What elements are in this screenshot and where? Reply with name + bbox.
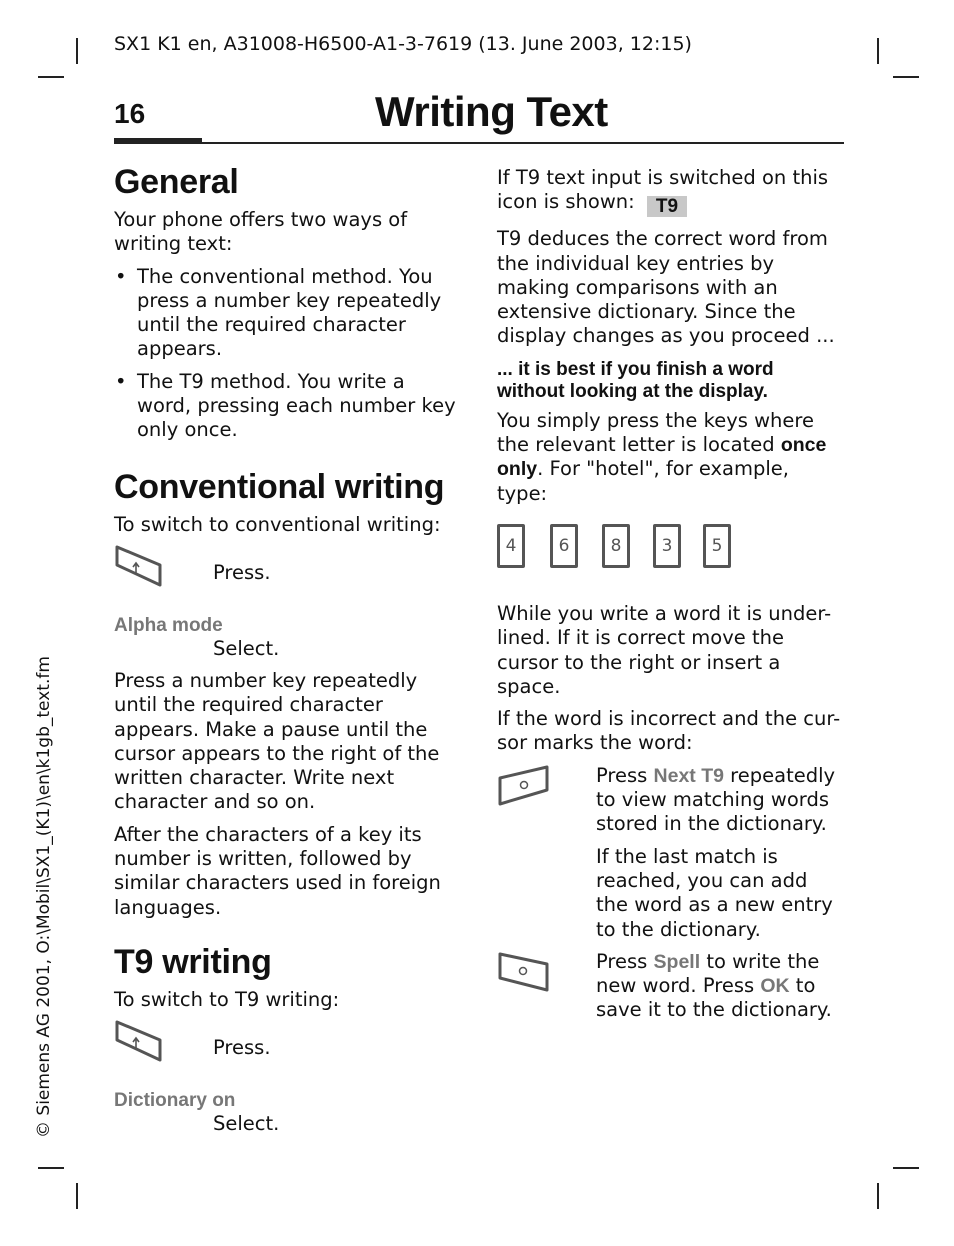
crop-mark (877, 1183, 879, 1209)
crop-mark (38, 1167, 64, 1169)
conventional-intro: To switch to conventional writing: (114, 512, 441, 536)
press-step (114, 1018, 459, 1078)
conventional-para-1: Press a number key repeatedly until the required character appears. Make a pause until the cursor appears to the right of the written character. Write next character and so on. (114, 668, 440, 814)
general-intro: Your phone offers two ways of writing text: (114, 208, 408, 256)
crop-mark (877, 38, 879, 64)
section-heading-conventional: Conventional writing (114, 467, 445, 506)
next-t9-post: repeatedly to view matching words stored in the dictionary. (596, 763, 836, 836)
spell-step (497, 950, 842, 1023)
page-title: Writing Text (375, 88, 608, 135)
press-label: Press. (213, 1036, 271, 1060)
once-only-text: You simply press the keys where the relevant letter is located (497, 408, 814, 457)
right-column (497, 166, 842, 1023)
softkey-spell: Spell (653, 950, 701, 973)
list-item: • The T9 method. You write a word, pressing each number key only once. (114, 370, 459, 443)
best-practice-note: ... it is best if you finish a word without looking at the display. (497, 358, 774, 402)
t9-icon-line (497, 166, 842, 217)
spell-text (596, 950, 842, 1023)
t9-icon-text: If T9 text input is switched on this icon is shown: (497, 166, 829, 214)
left-softkey-icon (114, 543, 166, 593)
list-item: • The conventional method. You press a number key repeatedly until the required character appears. (114, 265, 459, 362)
menu-item-dictionary-on: Dictionary on (114, 1090, 236, 1112)
number-key: 3 (653, 524, 681, 568)
spell-post: to save it to the dictionary. (596, 974, 832, 1022)
softkey-ok: OK (760, 975, 790, 998)
press-step (114, 543, 459, 603)
number-key: 4 (497, 524, 525, 568)
select-label: Select. (213, 636, 280, 660)
section-heading-general: General (114, 163, 239, 201)
next-t9-text (596, 764, 842, 837)
right-softkey-icon (497, 764, 551, 812)
next-t9-step (497, 764, 842, 942)
left-softkey-icon (114, 1018, 166, 1068)
left-column (114, 162, 459, 1136)
number-key: 8 (602, 524, 630, 568)
crop-mark (76, 38, 78, 64)
crop-mark (893, 76, 919, 78)
conventional-para-2: After the characters of a key its number is written, followed by similar characters used in foreign languages. (114, 822, 441, 919)
header-rule (114, 142, 844, 144)
once-only-emphasis: once only (497, 434, 827, 481)
key-sequence (497, 524, 842, 586)
underline-para: While you write a word it is under-lined. If it is correct move the cursor to the right or insert a space. (497, 601, 832, 698)
crop-mark (38, 76, 64, 78)
number-key: 5 (703, 524, 731, 568)
t9-intro: To switch to T9 writing: (114, 987, 340, 1011)
page-number: 16 (114, 98, 146, 129)
press-label: Press. (213, 560, 271, 584)
t9-indicator-icon: T9 (647, 196, 687, 217)
once-only-para (497, 409, 842, 506)
document-id: SX1 K1 en, A31008-H6500-A1-3-7619 (13. June 2003, 12:15) (114, 33, 692, 55)
select-label: Select. (213, 1112, 280, 1136)
spell-mid: to write the new word. Press (596, 949, 820, 998)
right-softkey-icon (497, 950, 551, 998)
method-list (114, 265, 459, 443)
spell-pre: Press (596, 949, 654, 973)
t9-deduce-para: T9 deduces the correct word from the individual key entries by making comparisons with an extensive dictionary. Since the display changes as you proceed ... (497, 227, 835, 348)
copyright-path: © Siemens AG 2001, O:\Mobil\SX1_(K1)\en\k1gb_text.fm (34, 656, 54, 1138)
crop-mark (893, 1167, 919, 1169)
softkey-next-t9: Next T9 (653, 764, 724, 787)
next-t9-pre: Press (596, 763, 654, 787)
crop-mark (76, 1183, 78, 1209)
number-key: 6 (550, 524, 578, 568)
last-match-text: If the last match is reached, you can add the word as a new entry to the dictionary. (596, 844, 833, 941)
hotel-example-text: . For "hotel", for example, type: (497, 457, 789, 505)
incorrect-para: If the word is incorrect and the cur-sor marks the word: (497, 707, 841, 755)
section-heading-t9: T9 writing (114, 942, 272, 981)
menu-item-alpha-mode: Alpha mode (114, 614, 223, 636)
